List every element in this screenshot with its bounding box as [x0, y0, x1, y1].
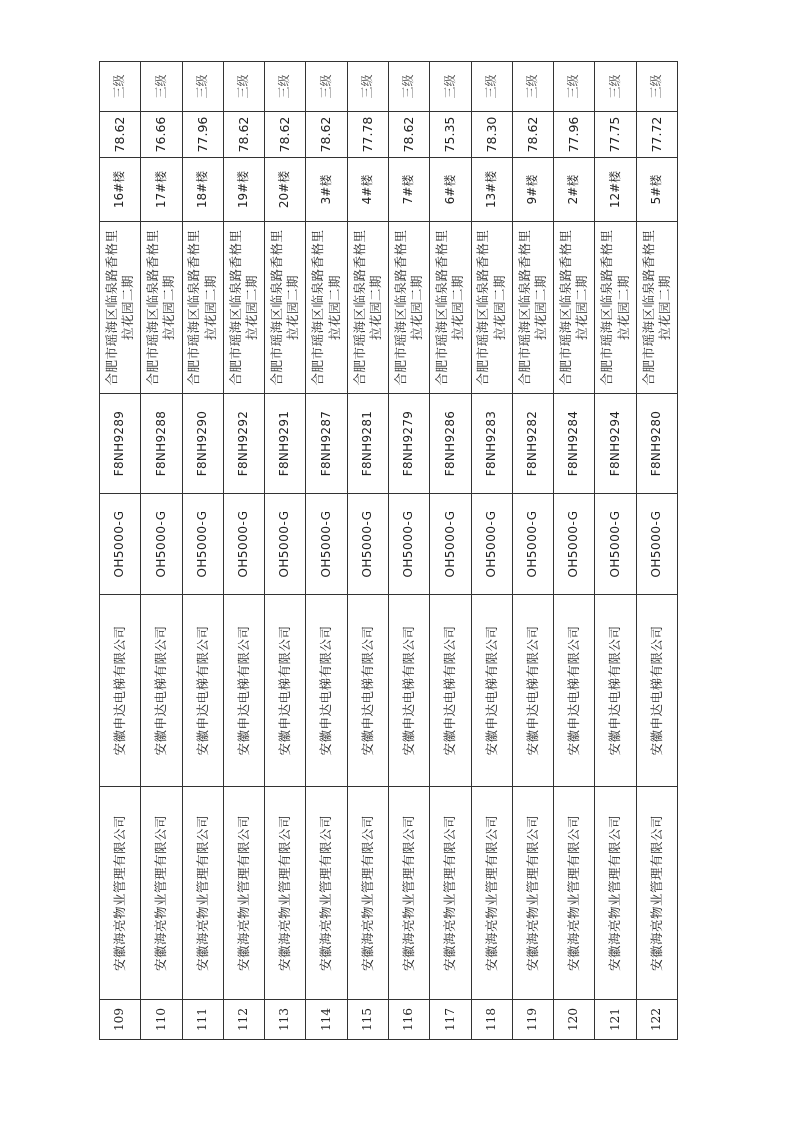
row-number-cell: 119 — [512, 1000, 553, 1040]
elevator-model-cell: OH5000-G — [100, 494, 141, 595]
row-number-cell: 114 — [306, 1000, 347, 1040]
building-cell: 18#楼 — [182, 158, 223, 222]
address-line-2: 拉花园二期 — [450, 275, 466, 341]
table-row — [595, 62, 636, 1040]
registration-code-cell: F8NH9280 — [636, 394, 677, 494]
address-line-2: 拉花园二期 — [656, 275, 672, 341]
registration-code-cell: F8NH9279 — [388, 394, 429, 494]
grade-cell: 三级 — [100, 62, 141, 112]
address-line-2: 拉花园二期 — [326, 275, 342, 341]
registration-code-cell: F8NH9290 — [182, 394, 223, 494]
maintenance-company-cell: 安徽申达电梯有限公司 — [141, 595, 182, 787]
building-cell: 12#楼 — [595, 158, 636, 222]
registration-code-cell: F8NH9288 — [141, 394, 182, 494]
property-company-cell: 安徽海亮物业管理有限公司 — [430, 787, 471, 1000]
address-line-1: 合肥市瑶海区临泉路香格里 — [310, 229, 326, 386]
score-cell: 78.62 — [388, 112, 429, 158]
address-line-2: 拉花园二期 — [367, 275, 383, 341]
address-cell — [347, 222, 388, 394]
address-line-1: 合肥市瑶海区临泉路香格里 — [392, 229, 408, 386]
rotated-table-sheet — [99, 62, 677, 1040]
building-cell: 19#楼 — [223, 158, 264, 222]
table-body — [100, 62, 678, 1040]
elevator-model-cell: OH5000-G — [388, 494, 429, 595]
row-number-cell: 117 — [430, 1000, 471, 1040]
score-cell: 78.62 — [100, 112, 141, 158]
elevator-model-cell: OH5000-G — [554, 494, 595, 595]
building-cell: 17#楼 — [141, 158, 182, 222]
score-cell: 75.35 — [430, 112, 471, 158]
score-cell: 76.66 — [141, 112, 182, 158]
building-cell: 13#楼 — [471, 158, 512, 222]
maintenance-company-cell: 安徽申达电梯有限公司 — [636, 595, 677, 787]
registration-code-cell: F8NH9281 — [347, 394, 388, 494]
address-cell — [554, 222, 595, 394]
row-number-cell: 112 — [223, 1000, 264, 1040]
table-row — [471, 62, 512, 1040]
address-cell — [141, 222, 182, 394]
building-cell: 16#楼 — [100, 158, 141, 222]
registration-code-cell: F8NH9286 — [430, 394, 471, 494]
maintenance-company-cell: 安徽申达电梯有限公司 — [388, 595, 429, 787]
maintenance-company-cell: 安徽申达电梯有限公司 — [430, 595, 471, 787]
building-cell: 5#楼 — [636, 158, 677, 222]
row-number-cell: 111 — [182, 1000, 223, 1040]
maintenance-company-cell: 安徽申达电梯有限公司 — [554, 595, 595, 787]
table-row — [636, 62, 677, 1040]
maintenance-company-cell: 安徽申达电梯有限公司 — [512, 595, 553, 787]
table-row — [554, 62, 595, 1040]
maintenance-company-cell: 安徽申达电梯有限公司 — [347, 595, 388, 787]
address-cell — [223, 222, 264, 394]
building-cell: 7#楼 — [388, 158, 429, 222]
elevator-model-cell: OH5000-G — [182, 494, 223, 595]
property-company-cell: 安徽海亮物业管理有限公司 — [223, 787, 264, 1000]
property-company-cell: 安徽海亮物业管理有限公司 — [388, 787, 429, 1000]
table-row — [182, 62, 223, 1040]
elevator-rating-table — [99, 61, 678, 1040]
table-row — [388, 62, 429, 1040]
address-cell — [265, 222, 306, 394]
address-line-1: 合肥市瑶海区临泉路香格里 — [434, 229, 450, 386]
maintenance-company-cell: 安徽申达电梯有限公司 — [306, 595, 347, 787]
property-company-cell: 安徽海亮物业管理有限公司 — [306, 787, 347, 1000]
property-company-cell: 安徽海亮物业管理有限公司 — [595, 787, 636, 1000]
building-cell: 2#楼 — [554, 158, 595, 222]
registration-code-cell: F8NH9282 — [512, 394, 553, 494]
elevator-model-cell: OH5000-G — [595, 494, 636, 595]
address-line-2: 拉花园二期 — [120, 275, 136, 341]
grade-cell: 三级 — [636, 62, 677, 112]
grade-cell: 三级 — [595, 62, 636, 112]
score-cell: 77.75 — [595, 112, 636, 158]
registration-code-cell: F8NH9283 — [471, 394, 512, 494]
registration-code-cell: F8NH9292 — [223, 394, 264, 494]
score-cell: 78.30 — [471, 112, 512, 158]
address-line-1: 合肥市瑶海区临泉路香格里 — [145, 229, 161, 386]
row-number-cell: 110 — [141, 1000, 182, 1040]
table-row — [347, 62, 388, 1040]
registration-code-cell: F8NH9289 — [100, 394, 141, 494]
registration-code-cell: F8NH9291 — [265, 394, 306, 494]
building-cell: 4#楼 — [347, 158, 388, 222]
grade-cell: 三级 — [223, 62, 264, 112]
grade-cell: 三级 — [347, 62, 388, 112]
property-company-cell: 安徽海亮物业管理有限公司 — [554, 787, 595, 1000]
building-cell: 3#楼 — [306, 158, 347, 222]
address-cell — [636, 222, 677, 394]
row-number-cell: 122 — [636, 1000, 677, 1040]
table-row — [223, 62, 264, 1040]
elevator-model-cell: OH5000-G — [141, 494, 182, 595]
registration-code-cell: F8NH9287 — [306, 394, 347, 494]
address-cell — [182, 222, 223, 394]
property-company-cell: 安徽海亮物业管理有限公司 — [265, 787, 306, 1000]
grade-cell: 三级 — [388, 62, 429, 112]
elevator-model-cell: OH5000-G — [471, 494, 512, 595]
address-line-2: 拉花园二期 — [532, 275, 548, 341]
row-number-cell: 120 — [554, 1000, 595, 1040]
address-line-1: 合肥市瑶海区临泉路香格里 — [103, 229, 119, 386]
address-line-2: 拉花园二期 — [491, 275, 507, 341]
grade-cell: 三级 — [141, 62, 182, 112]
score-cell: 78.62 — [265, 112, 306, 158]
grade-cell: 三级 — [182, 62, 223, 112]
elevator-model-cell: OH5000-G — [636, 494, 677, 595]
property-company-cell: 安徽海亮物业管理有限公司 — [512, 787, 553, 1000]
address-cell — [430, 222, 471, 394]
table-row — [306, 62, 347, 1040]
address-line-1: 合肥市瑶海区临泉路香格里 — [269, 229, 285, 386]
registration-code-cell: F8NH9294 — [595, 394, 636, 494]
elevator-model-cell: OH5000-G — [223, 494, 264, 595]
maintenance-company-cell: 安徽申达电梯有限公司 — [182, 595, 223, 787]
table-row — [512, 62, 553, 1040]
grade-cell: 三级 — [512, 62, 553, 112]
elevator-model-cell: OH5000-G — [430, 494, 471, 595]
address-cell — [595, 222, 636, 394]
score-cell: 77.72 — [636, 112, 677, 158]
grade-cell: 三级 — [554, 62, 595, 112]
address-line-1: 合肥市瑶海区临泉路香格里 — [516, 229, 532, 386]
row-number-cell: 113 — [265, 1000, 306, 1040]
address-line-1: 合肥市瑶海区临泉路香格里 — [640, 229, 656, 386]
score-cell: 78.62 — [512, 112, 553, 158]
elevator-model-cell: OH5000-G — [306, 494, 347, 595]
grade-cell: 三级 — [471, 62, 512, 112]
table-row — [265, 62, 306, 1040]
address-line-2: 拉花园二期 — [161, 275, 177, 341]
address-cell — [512, 222, 553, 394]
address-line-1: 合肥市瑶海区临泉路香格里 — [227, 229, 243, 386]
address-cell — [100, 222, 141, 394]
address-cell — [471, 222, 512, 394]
row-number-cell: 115 — [347, 1000, 388, 1040]
address-line-2: 拉花园二期 — [615, 275, 631, 341]
property-company-cell: 安徽海亮物业管理有限公司 — [636, 787, 677, 1000]
building-cell: 6#楼 — [430, 158, 471, 222]
address-line-2: 拉花园二期 — [202, 275, 218, 341]
row-number-cell: 118 — [471, 1000, 512, 1040]
score-cell: 77.78 — [347, 112, 388, 158]
row-number-cell: 109 — [100, 1000, 141, 1040]
address-line-1: 合肥市瑶海区临泉路香格里 — [599, 229, 615, 386]
maintenance-company-cell: 安徽申达电梯有限公司 — [471, 595, 512, 787]
elevator-model-cell: OH5000-G — [265, 494, 306, 595]
row-number-cell: 116 — [388, 1000, 429, 1040]
address-line-1: 合肥市瑶海区临泉路香格里 — [351, 229, 367, 386]
address-cell — [306, 222, 347, 394]
registration-code-cell: F8NH9284 — [554, 394, 595, 494]
property-company-cell: 安徽海亮物业管理有限公司 — [471, 787, 512, 1000]
address-line-2: 拉花园二期 — [243, 275, 259, 341]
grade-cell: 三级 — [430, 62, 471, 112]
row-number-cell: 121 — [595, 1000, 636, 1040]
score-cell: 77.96 — [554, 112, 595, 158]
grade-cell: 三级 — [306, 62, 347, 112]
address-line-1: 合肥市瑶海区临泉路香格里 — [557, 229, 573, 386]
property-company-cell: 安徽海亮物业管理有限公司 — [347, 787, 388, 1000]
address-line-1: 合肥市瑶海区临泉路香格里 — [186, 229, 202, 386]
address-line-2: 拉花园二期 — [409, 275, 425, 341]
grade-cell: 三级 — [265, 62, 306, 112]
maintenance-company-cell: 安徽申达电梯有限公司 — [265, 595, 306, 787]
elevator-model-cell: OH5000-G — [512, 494, 553, 595]
property-company-cell: 安徽海亮物业管理有限公司 — [100, 787, 141, 1000]
property-company-cell: 安徽海亮物业管理有限公司 — [141, 787, 182, 1000]
maintenance-company-cell: 安徽申达电梯有限公司 — [595, 595, 636, 787]
address-line-2: 拉花园二期 — [285, 275, 301, 341]
score-cell: 78.62 — [306, 112, 347, 158]
score-cell: 77.96 — [182, 112, 223, 158]
table-row — [430, 62, 471, 1040]
building-cell: 9#楼 — [512, 158, 553, 222]
maintenance-company-cell: 安徽申达电梯有限公司 — [223, 595, 264, 787]
score-cell: 78.62 — [223, 112, 264, 158]
address-cell — [388, 222, 429, 394]
address-line-2: 拉花园二期 — [574, 275, 590, 341]
maintenance-company-cell: 安徽申达电梯有限公司 — [100, 595, 141, 787]
table-row — [100, 62, 141, 1040]
elevator-model-cell: OH5000-G — [347, 494, 388, 595]
address-line-1: 合肥市瑶海区临泉路香格里 — [475, 229, 491, 386]
property-company-cell: 安徽海亮物业管理有限公司 — [182, 787, 223, 1000]
building-cell: 20#楼 — [265, 158, 306, 222]
table-row — [141, 62, 182, 1040]
